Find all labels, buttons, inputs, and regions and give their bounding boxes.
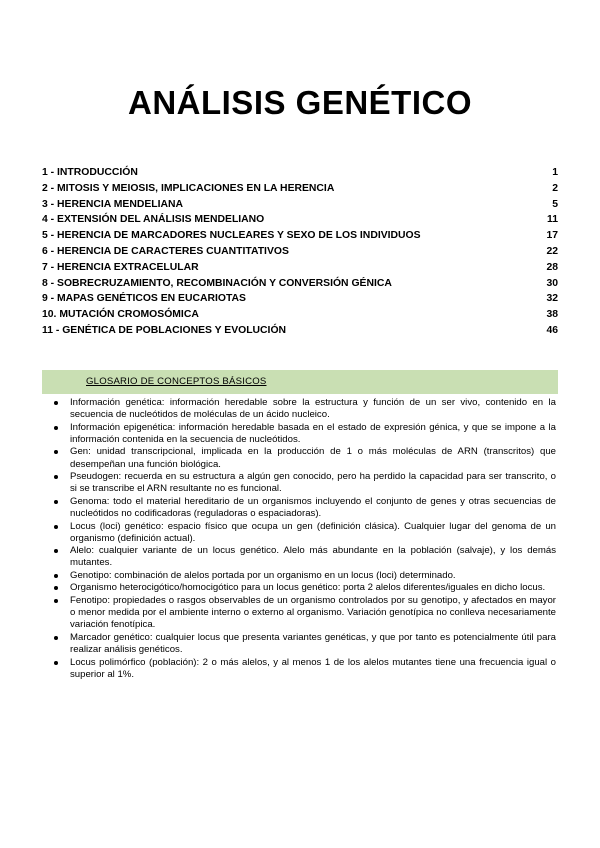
toc-entry[interactable] xyxy=(42,276,558,292)
toc-entry-page: 38 xyxy=(546,309,558,321)
toc-entry-page: 5 xyxy=(552,198,558,210)
glossary-text: Pseudogen: recuerda en su estructura a algún gen conocido, pero ha perdido la capacidad para ser transcrito, o si se transcribe el ARN resultante no es funcional. xyxy=(70,471,556,495)
toc-entry-label: 7 - HERENCIA EXTRACELULAR xyxy=(42,261,199,273)
toc-entry-page: 30 xyxy=(546,277,558,289)
table-of-contents xyxy=(42,165,558,339)
toc-entry[interactable] xyxy=(42,244,558,260)
toc-entry-label: 3 - HERENCIA MENDELIANA xyxy=(42,198,184,210)
toc-entry-label: 6 - HERENCIA DE CARACTERES CUANTITATIVOS xyxy=(42,245,289,257)
page-title: ANÁLISIS GENÉTICO xyxy=(127,84,473,121)
list-item xyxy=(54,657,556,681)
toc-entry[interactable] xyxy=(42,228,558,244)
toc-entry-label: 8 - SOBRECRUZAMIENTO, RECOMBINACIÓN Y CONVERSIÓN GÉNICA xyxy=(42,277,392,289)
toc-entry[interactable] xyxy=(42,260,558,276)
bullet-icon xyxy=(54,525,58,529)
list-item xyxy=(54,582,556,594)
list-item xyxy=(54,496,556,520)
toc-entry[interactable] xyxy=(42,323,558,339)
toc-entry-page: 32 xyxy=(546,293,558,305)
bullet-icon xyxy=(54,599,58,603)
toc-entry[interactable] xyxy=(42,181,558,197)
toc-entry-label: 9 - MAPAS GENÉTICOS EN EUCARIOTAS xyxy=(42,293,246,305)
bullet-icon xyxy=(54,401,58,405)
glossary-text: Alelo: cualquier variante de un locus genético. Alelo más abundante en la población (salvaje), y los demás mutantes. xyxy=(70,545,556,569)
toc-entry-label: 11 - GENÉTICA DE POBLACIONES Y EVOLUCIÓN xyxy=(42,324,287,336)
bullet-icon xyxy=(54,500,58,504)
list-item xyxy=(54,397,556,421)
glossary-text: Organismo heterocigótico/homocigótico para un locus genético: porta 2 alelos diferentes/iguales en dicho locus. xyxy=(70,582,546,594)
bullet-icon xyxy=(54,636,58,640)
bullet-icon xyxy=(54,475,58,479)
glossary-text: Marcador genético: cualquier locus que presenta variantes genéticas, y que por tanto es potencialmente útil para realizar análisis genéticos. xyxy=(70,631,556,656)
bullet-icon xyxy=(54,450,58,454)
toc-entry[interactable] xyxy=(42,212,558,228)
list-item xyxy=(54,422,556,446)
toc-entry-label: 5 - HERENCIA DE MARCADORES NUCLEARES Y SEXO DE LOS INDIVIDUOS xyxy=(42,230,421,242)
bullet-icon xyxy=(54,661,58,665)
glossary-header xyxy=(42,370,558,394)
toc-entry-page: 11 xyxy=(547,214,558,226)
list-item xyxy=(54,521,556,545)
list-item xyxy=(54,446,556,470)
toc-entry-page: 1 xyxy=(552,167,558,178)
toc-entry[interactable] xyxy=(42,165,558,181)
glossary-text: Locus polimórfico (población): 2 o más alelos, y al menos 1 de los alelos mutantes tiene una frecuencia igual o superior al 1%. xyxy=(70,656,556,680)
glossary-list xyxy=(54,397,556,681)
toc-entry[interactable] xyxy=(42,197,558,213)
list-item xyxy=(54,632,556,656)
toc-entry-page: 22 xyxy=(546,245,558,257)
bullet-icon xyxy=(54,426,58,430)
glossary-text: Genoma: todo el material hereditario de un organismos incluyendo el conjunto de genes y otras secuencias de nucleótidos no codificadoras (reguladoras o espaciadoras). xyxy=(70,495,556,520)
glossary-text: Gen: unidad transcripcional, implicada en la producción de 1 o más moléculas de ARN (transcritos) que desempeñan una función biológica. xyxy=(70,446,556,470)
list-item xyxy=(54,545,556,569)
toc-entry-page: 28 xyxy=(546,261,558,273)
toc-entry-label: 2 - MITOSIS Y MEIOSIS, IMPLICACIONES EN LA HERENCIA xyxy=(42,182,335,194)
toc-entry-label: 4 - EXTENSIÓN DEL ANÁLISIS MENDELIANO xyxy=(42,214,265,226)
toc-entry[interactable] xyxy=(42,291,558,307)
toc-entry-label: 1 - INTRODUCCIÓN xyxy=(42,167,138,178)
bullet-icon xyxy=(54,574,58,578)
glossary-text: Información genética: información heredable sobre la estructura y función de un ser vivo, contenido en la secuencia de nucleótidos de moléculas de un ácido nucleico. xyxy=(70,397,556,421)
toc-entry-page: 46 xyxy=(546,324,558,336)
list-item xyxy=(54,570,556,582)
glossary-text: Información epigenética: información heredable basada en el estado de expresión génica, y que se impone a la información contenida en la secuencia de nucleótidos. xyxy=(70,421,556,445)
bullet-icon xyxy=(54,549,58,553)
toc-entry[interactable] xyxy=(42,307,558,323)
list-item xyxy=(54,595,556,632)
glossary-title: GLOSARIO DE CONCEPTOS BÁSICOS xyxy=(86,376,267,387)
toc-entry-page: 2 xyxy=(552,182,558,194)
glossary-text: Genotipo: combinación de alelos portada por un organismo en un locus (loci) determinado. xyxy=(70,569,456,581)
glossary-text: Locus (loci) genético: espacio físico que ocupa un gen (definición clásica). Cualquier lugar del genoma de un organismo (definición actual). xyxy=(70,520,556,544)
toc-entry-page: 17 xyxy=(546,230,558,242)
glossary-text: Fenotipo: propiedades o rasgos observables de un organismo controlados por su genotipo, y afectados en mayor o menor medida por el ambiente interno o externo al organismo. Variación genotípica no conlleva necesariamente variación fenotípica. xyxy=(70,594,556,631)
list-item xyxy=(54,471,556,495)
bullet-icon xyxy=(54,586,58,590)
toc-entry-label: 10. MUTACIÓN CROMOSÓMICA xyxy=(42,309,199,321)
